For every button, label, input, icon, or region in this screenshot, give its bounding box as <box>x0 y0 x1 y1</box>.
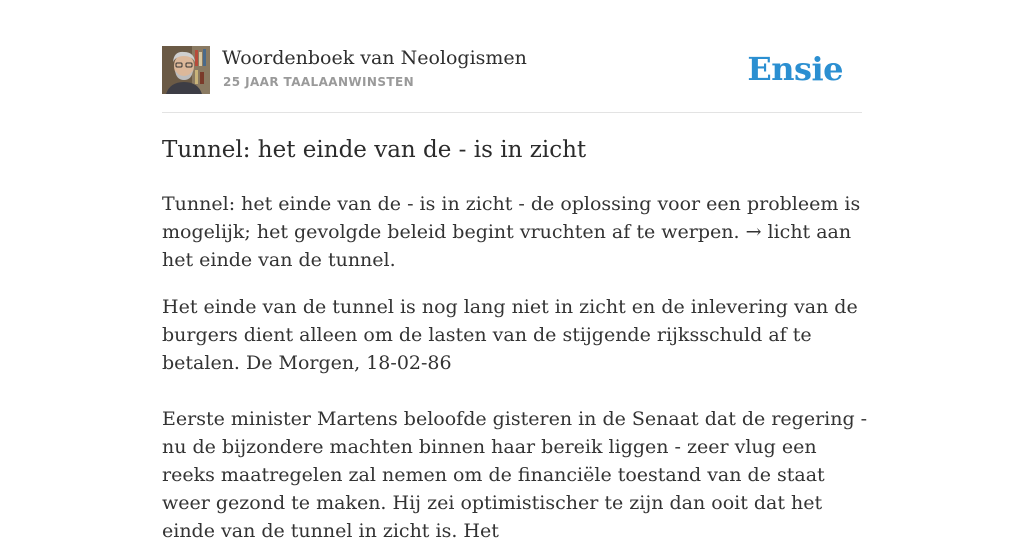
paragraph-spacer <box>162 377 872 405</box>
avatar[interactable] <box>162 46 210 94</box>
quote-paragraph: Eerste minister Martens beloofde gisteren in de Senaat dat de regering - nu de bijzondere machten binnen haar bereik liggen - zeer vlug een reeks maatregelen zal nemen om de financiële toestand van de staat weer gezond te maken. Hij zei optimistischer te zijn dan ooit dat het einde van de tunnel in zicht is. Het <box>162 408 868 542</box>
quote-paragraph: Het einde van de tunnel is nog lang niet in zicht en de inlevering van de burgers dient alleen om de lasten van de stijgende rijksschuld af te betalen. De Morgen, 18-02-86 <box>162 296 858 374</box>
page-title: Tunnel: het einde van de - is in zicht <box>162 137 587 163</box>
definition-paragraph: Tunnel: het einde van de - is in zicht - de oplossing voor een probleem is mogelijk; het gevolgde beleid begint vruchten af te werpen. → licht aan het einde van de tunnel. <box>162 193 861 271</box>
site-header <box>162 46 862 113</box>
article-body <box>162 190 872 545</box>
person-photo-icon <box>162 46 210 94</box>
brand-logo[interactable]: Ensie <box>747 50 843 88</box>
author-name[interactable]: Woordenboek van Neologismen <box>222 47 527 69</box>
author-subtitle: 25 JAAR TAALAANWINSTEN <box>223 75 415 89</box>
